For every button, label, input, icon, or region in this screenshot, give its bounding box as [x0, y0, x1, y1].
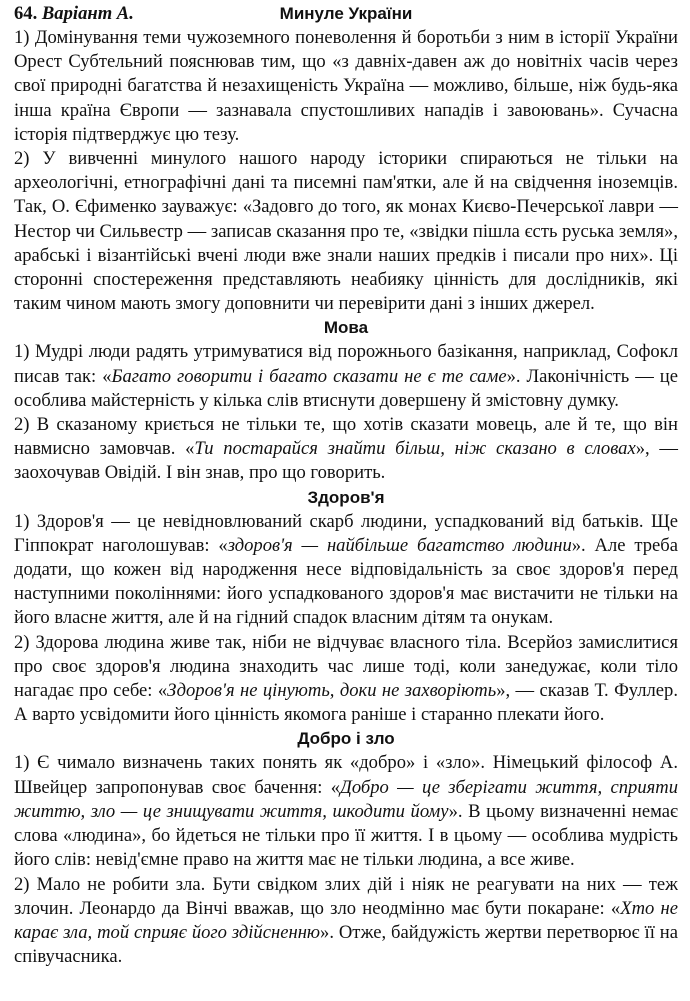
section-good-and-evil	[14, 751, 678, 969]
exercise-variant: Варіант А.	[41, 3, 134, 24]
document-page	[14, 2, 678, 969]
paragraph	[14, 631, 678, 728]
section-title-past-of-ukraine: Минуле України	[279, 4, 413, 23]
paragraph	[14, 873, 678, 970]
paragraph-text: 2) У вивченні минулого нашого народу історики спираються не тільки на археологічні, етнографічні дані та писемні пам'ятки, але й на свідчення іноземців. Так, О. Єфименко зауважує: «Задовго до того, як монах Києво-Печерської лаври — Нестор чи Сильвестр — записав сказання про те, «звідки пішла єсть руська земля», арабські і візантійські вчені люди вже знали наших предків і писали про них». Ці сторонні спостереження представляють неабияку цінність для дослідників, які таким чином мають змогу доповнити чи перевірити дані з інших джерел.	[14, 148, 678, 315]
quote-text: Добро — це зберігати життя, сприяти життю, зло — це знищувати життя, шкодити йому	[14, 776, 678, 822]
paragraph-text: ». Отже, байдужість жертви перетворює її на співучасника.	[14, 921, 678, 968]
paragraph-text: 1) Мудрі люди радять утримуватися від порожнього базікання, наприклад, Софокл писав так: «	[14, 341, 678, 387]
paragraph-text: ». Але треба додати, що кожен від народження несе відповідальність за своє здоров'я перед наступними поколіннями: його успадкованого здоров'я має вистачити не тільки на його власне життя, але й на гідний спадок власним дітям та онукам.	[14, 534, 678, 629]
section-title-language: Мова	[323, 318, 369, 338]
quote-text: Ти постарайся знайти більш, ніж сказано в словах	[194, 438, 636, 460]
paragraph	[14, 510, 678, 631]
quote-text: Здоров'я не цінують, доки не захворіють	[167, 680, 497, 702]
quote-text: Багато говорити і багато сказати не є те саме	[111, 365, 507, 387]
quote-text: Хто не карає зла, той сприяє його здійсненню	[14, 897, 678, 943]
paragraph-text: 1) Домінування теми чужоземного поневолення й боротьби з ним в історії України Орест Субтельний пояснював тим, що «з давніх-давен аж до новітніх часів через свої природні багатства й незахищеність Україна — можливо, більше, ніж будь-яка інша країна Європи — зазнавала спустошливих нападів і завоювань». Сучасна історія підтверджує цю тезу.	[14, 27, 678, 145]
paragraph-text: 1) Здоров'я — це невідновлюваний скарб людини, успадкований від батьків. Ще Гіппократ наголошував: «	[14, 510, 678, 556]
paragraph-text: ». Лаконічність — це особлива майстерність у кілька слів втиснути довершену й змістовну думку.	[14, 365, 678, 411]
section-language	[14, 340, 678, 485]
paragraph	[14, 340, 678, 413]
section-past-of-ukraine	[14, 26, 678, 316]
paragraph-text: », — заохочував Овідій. І він знав, про що говорить.	[14, 438, 678, 484]
paragraph-text: 2) В сказаному криється не тільки те, що хотів сказати мовець, але й те, що він навмисно замовчав. «	[14, 414, 678, 460]
quote-text: здоров'я — найбільше багатство людини	[227, 534, 572, 556]
paragraph	[14, 413, 678, 486]
section-title-health: Здоров'я	[307, 487, 385, 507]
paragraph	[14, 147, 678, 316]
paragraph	[14, 26, 678, 147]
paragraph-text: 1) Є чимало визначень таких понять як «добро» і «зло». Німецький філософ А. Швейцер запропонував своє бачення: «	[14, 752, 678, 798]
paragraph	[14, 751, 678, 872]
paragraph-text: ». В цьому визначенні немає слова «людина», бо йдеться не тільки про її життя. І в цьому — особлива мудрість його слів: невід'ємне право на життя має не тільки людина, а все живе.	[14, 800, 678, 871]
section-health	[14, 510, 678, 728]
exercise-header	[14, 2, 678, 26]
paragraph-text: », — сказав Т. Фуллер. А варто усвідомити його цінність якомога раніше і старанно плекати його.	[14, 680, 678, 726]
exercise-number: 64.	[14, 3, 38, 24]
paragraph-text: 2) Здорова людина живе так, ніби не відчуває власного тіла. Всерйоз замислитися про своє здоров'я людина знаходить час лише тоді, коли занедужає, коли тіло нагадає про себе: «	[14, 631, 678, 702]
section-title-good-and-evil: Добро і зло	[297, 729, 395, 749]
paragraph-text: 2) Мало не робити зла. Бути свідком злих дій і ніяк не реагувати на них — теж злочин. Леонардо да Вінчі вважав, що зло неодмінно має бути покаране: «	[14, 873, 678, 919]
